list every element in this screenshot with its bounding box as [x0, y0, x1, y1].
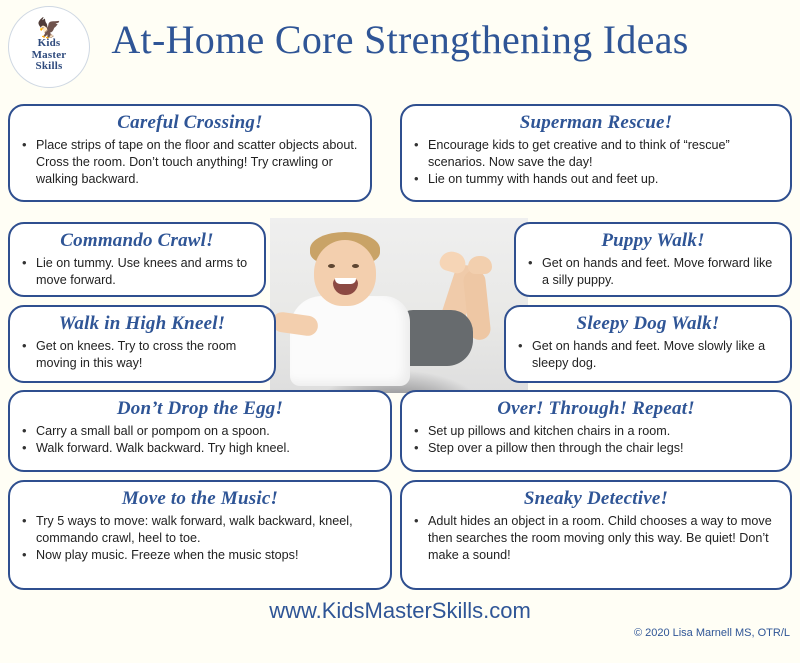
activity-list [412, 137, 780, 188]
activity-item: • Carry a small ball or pompom on a spoon. [20, 423, 380, 440]
page-header [0, 0, 800, 88]
activity-list [516, 338, 780, 372]
activity-item: • Place strips of tape on the floor and scatter objects about. Cross the room. Don’t touch anything! Try crawling or walking backward. [20, 137, 360, 188]
activity-list [20, 137, 360, 188]
logo-line-3: Skills [35, 60, 63, 73]
photo-eye-right [352, 264, 359, 268]
activity-title: Over! Through! Repeat! [497, 398, 695, 419]
activity-list [412, 513, 780, 564]
activity-title: Superman Rescue! [519, 112, 673, 133]
logo-line-2: Master [31, 48, 67, 61]
activity-card-careful-crossing [8, 104, 372, 202]
activity-item: • Step over a pillow then through the chair legs! [412, 440, 780, 457]
activity-card-walk-in-high-kneel [8, 305, 276, 383]
activity-item: • Lie on tummy. Use knees and arms to move forward. [20, 255, 254, 289]
activity-item: • Set up pillows and kitchen chairs in a room. [412, 423, 780, 440]
website-url[interactable]: www.KidsMasterSkills.com [269, 598, 531, 623]
activity-title: Puppy Walk! [601, 230, 705, 251]
activity-title: Move to the Music! [121, 488, 279, 509]
activity-list [20, 513, 380, 564]
activity-title: Sleepy Dog Walk! [576, 313, 720, 334]
activity-card-commando-crawl [8, 222, 266, 297]
activity-card-over-through-repeat [400, 390, 792, 472]
activity-item: • Walk forward. Walk backward. Try high kneel. [20, 440, 380, 457]
photo-torso [290, 296, 410, 386]
activity-list [20, 255, 254, 289]
activity-item: • Get on hands and feet. Move forward like a silly puppy. [526, 255, 780, 289]
photo-head [314, 240, 376, 306]
activity-item: • Get on knees. Try to cross the room moving in this way! [20, 338, 264, 372]
copyright-notice: © 2020 Lisa Marnell MS, OTR/L [633, 627, 790, 639]
activity-title: Careful Crossing! [117, 112, 263, 133]
activity-card-puppy-walk [514, 222, 792, 297]
child-exercise-photo [270, 218, 528, 393]
activity-card-superman-rescue [400, 104, 792, 202]
photo-eye-left [328, 264, 335, 268]
bird-icon: 🦅 [36, 18, 62, 41]
activity-title: Commando Crawl! [60, 230, 214, 251]
photo-foot-right [468, 256, 492, 274]
activity-list [20, 338, 264, 372]
activity-item: • Lie on tummy with hands out and feet up. [412, 171, 780, 188]
logo-line-1: Kids [37, 37, 61, 50]
activity-item: • Encourage kids to get creative and to think of “rescue” scenarios. Now save the day! [412, 137, 780, 171]
activity-card-sneaky-detective [400, 480, 792, 590]
activity-card-sleepy-dog-walk [504, 305, 792, 383]
page-title: At-Home Core Strengthening Ideas [111, 17, 689, 62]
activity-title: Sneaky Detective! [523, 488, 669, 509]
activity-item: • Get on hands and feet. Move slowly like a sleepy dog. [516, 338, 780, 372]
activity-item: • Adult hides an object in a room. Child chooses a way to move then searches the room moving only this way. Be quiet! Don’t make a sound! [412, 513, 780, 564]
activity-title: Don’t Drop the Egg! [116, 398, 284, 419]
activity-list [20, 423, 380, 457]
activity-card-move-to-the-music [8, 480, 392, 590]
activity-item: • Try 5 ways to move: walk forward, walk backward, kneel, commando crawl, heel to toe. [20, 513, 380, 547]
activity-list [526, 255, 780, 289]
activity-list [412, 423, 780, 457]
activity-item: • Now play music. Freeze when the music stops! [20, 547, 380, 564]
activity-card-dont-drop-the-egg [8, 390, 392, 472]
activity-title: Walk in High Kneel! [58, 313, 226, 334]
